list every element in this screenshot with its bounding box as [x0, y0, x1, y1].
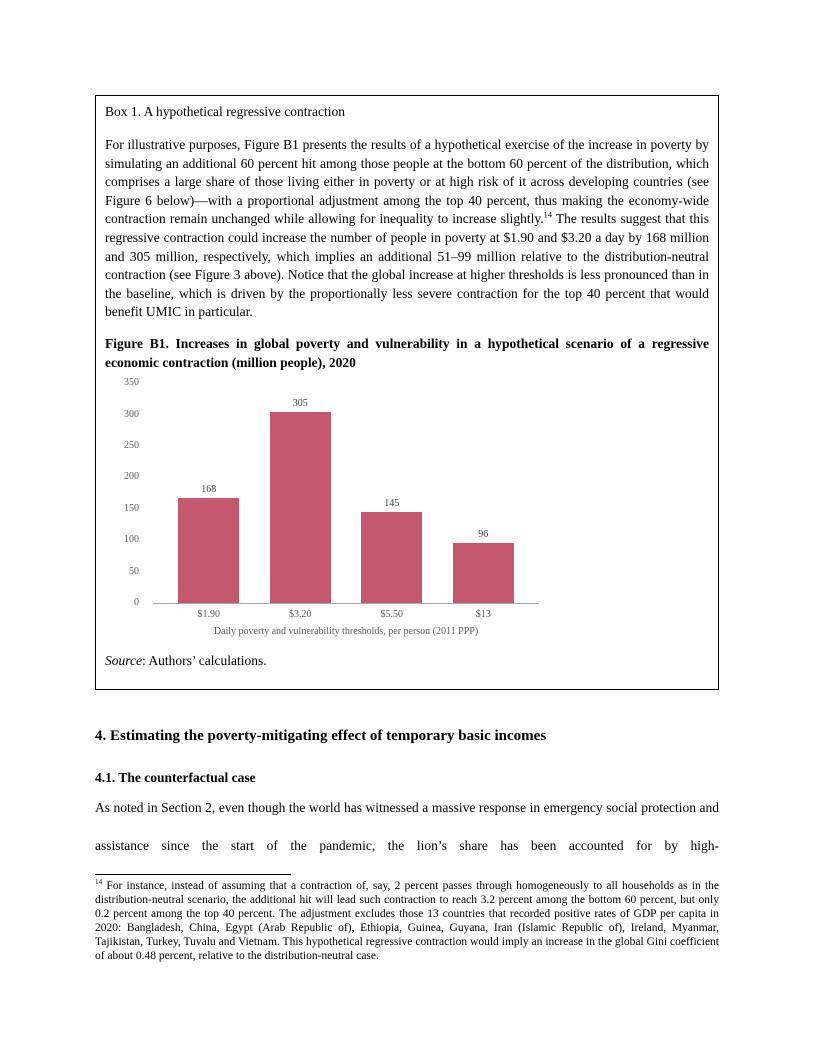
- y-tick-label: 150: [124, 502, 139, 514]
- bar-group: [346, 498, 438, 603]
- source-text: : Authors’ calculations.: [142, 653, 267, 669]
- box1-container: [95, 95, 719, 690]
- footnote-14: [95, 880, 719, 963]
- figure-b1-title: Figure B1. Increases in global poverty and vulnerability in a hypothetical scenario of a regressive economic contraction (million people), 2020: [105, 335, 709, 370]
- box1-title: Box 1. A hypothetical regressive contraction: [105, 104, 345, 119]
- x-tick-label: $3.20: [289, 609, 312, 621]
- box1-paragraph-part1: For illustrative purposes, Figure B1 presents the results of a hypothetical exercise of the increase in poverty by simulating an additional 60 percent hit among those people at the bottom 60 percent of the distribution, which comprises a large share of those living either in poverty or at high risk of it across developing countries (see Figure 6 below)—with a proportional adjustment among the top 40 percent, thus making the economy-wide contraction remain unchanged while allowing for inequality to increase slightly.: [105, 137, 709, 227]
- x-tick-label: $5.50: [380, 609, 403, 621]
- source-label: Source: [105, 653, 142, 669]
- y-tick-label: 200: [124, 471, 139, 483]
- bar-group: [255, 398, 347, 603]
- y-tick-label: 300: [124, 408, 139, 420]
- bar: [361, 512, 422, 603]
- chart-x-axis-title: Daily poverty and vulnerability thresholds, per person (2011 PPP): [213, 626, 479, 638]
- bar-group: [438, 529, 530, 603]
- bar-value-label: 305: [292, 398, 308, 410]
- footnote-14-marker: 14: [95, 878, 103, 887]
- source-line: [105, 653, 709, 669]
- chart-yaxis: [113, 377, 147, 609]
- footnote-separator: [95, 874, 291, 875]
- bar-group: [163, 484, 255, 603]
- bar: [178, 498, 239, 603]
- x-tick-label: $1.90: [197, 609, 220, 621]
- box1-paragraph-part2: The results suggest that this regressive contraction could increase the number of people in poverty at $1.90 and $3.20 a day by 168 million and 305 million, respectively, which implies an additional 51–99 million relative to the distribution-neutral contraction (see Figure 3 above). Notice that the global increase at higher thresholds is less pronounced than in the baseline, which is driven by the proportionally less severe contraction for the top 40 percent that would benefit UMIC in particular.: [105, 211, 709, 320]
- bar-value-label: 145: [384, 498, 400, 510]
- footnote-ref-14: 14: [543, 210, 553, 220]
- y-tick-label: 0: [134, 597, 139, 609]
- body-paragraph: As noted in Section 2, even though the world has witnessed a massive response in emergency social protection and assistance since the start of the pandemic, the lion’s share has been accounted for by high-: [95, 800, 719, 853]
- y-tick-label: 100: [124, 534, 139, 546]
- figure-b1-chart: [115, 377, 709, 638]
- box1-paragraph: [105, 136, 709, 322]
- y-tick-label: 50: [129, 565, 139, 577]
- x-tick-label: $13: [475, 609, 491, 621]
- section-4-heading: 4. Estimating the poverty-mitigating effect of temporary basic incomes: [95, 728, 547, 744]
- chart-plot: [124, 377, 539, 609]
- y-tick-label: 350: [124, 377, 139, 389]
- bar-value-label: 168: [201, 484, 217, 496]
- bar: [270, 412, 331, 603]
- footnote-14-text: For instance, instead of assuming that a contraction of, say, 2 percent passes through homogeneously to all households as in the distribution-neutral scenario, the additional hit will lead such contraction to reach 3.2 percent among the bottom 60 percent, but only 0.2 percent among the top 40 percent. The adjustment excludes those 13 countries that recorded positive rates of GDP per capita in 2020: Bangladesh, China, Egypt (Arab Republic of), Ethiopia, Guinea, Guyana, Iran (Islamic Republic of), Ireland, Myanmar, Tajikistan, Turkey, Tuvalu and Vietnam. This hypothetical regressive contraction would imply an increase in the global Gini coefficient of about 0.48 percent, relative to the distribution-neutral case.: [95, 880, 720, 962]
- subsection-4-1-heading: 4.1. The counterfactual case: [95, 770, 256, 785]
- y-tick-label: 250: [124, 439, 139, 451]
- chart-bars: [153, 384, 539, 604]
- bar-value-label: 96: [478, 529, 489, 541]
- bar: [453, 543, 514, 603]
- chart-xlabels: [153, 609, 539, 620]
